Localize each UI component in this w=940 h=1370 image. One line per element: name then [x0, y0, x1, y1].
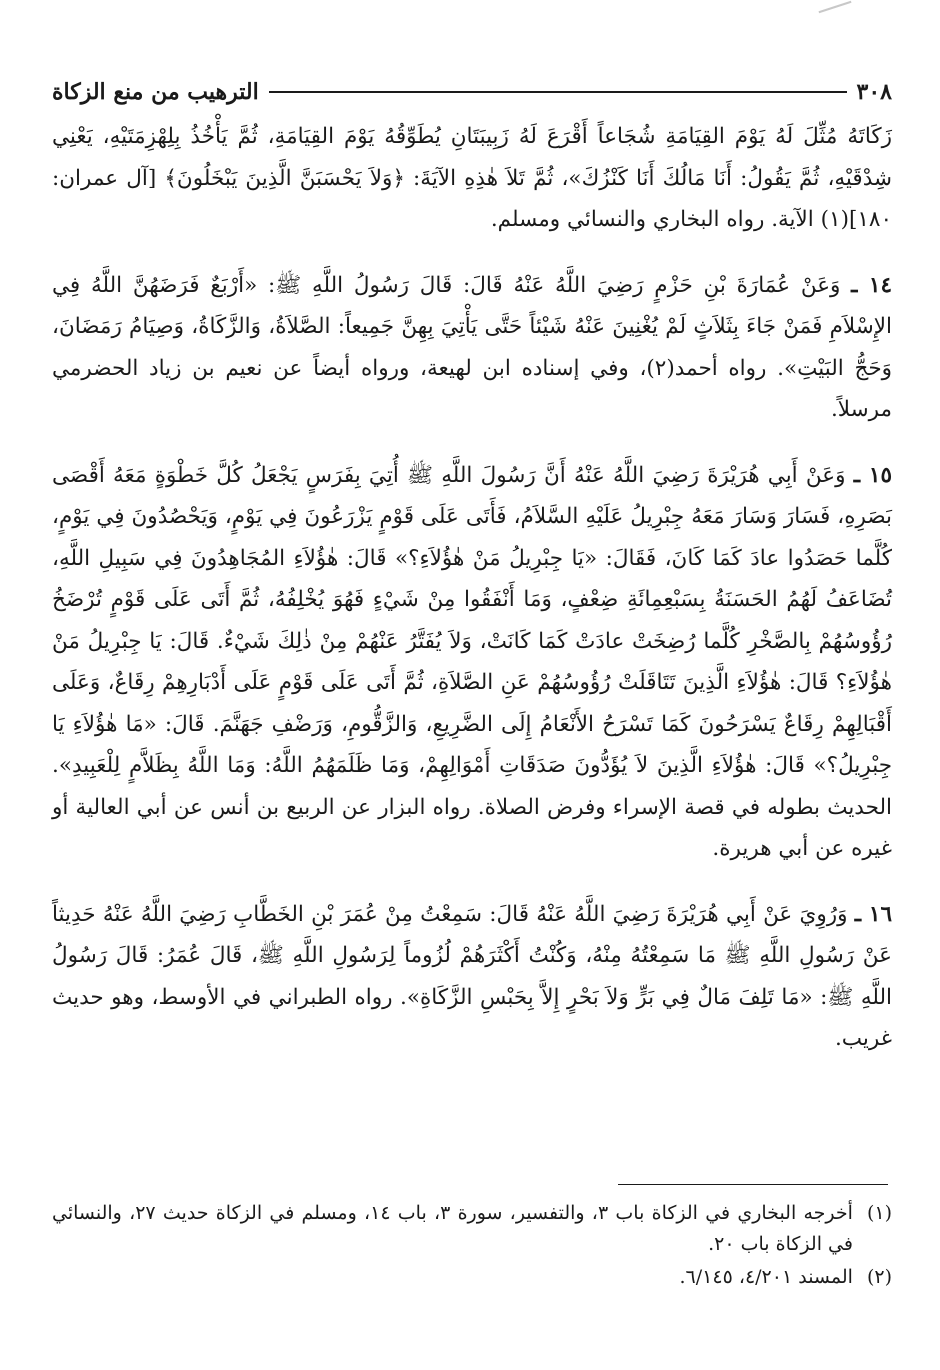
- footnote-1: [52, 1198, 892, 1260]
- hadith-number: ١٥ ـ: [853, 462, 892, 488]
- paragraph-text: وَعَنْ أَبِي هُرَيْرَةَ رَضِيَ اللَّهُ عَنْهُ أَنَّ رَسُولَ اللَّهِ ﷺ أُتِيَ بِفَرَسٍ يَجْعَلُ كُلَّ خَطْوَةٍ مَعَهُ أَقْصَى بَصَرِهِ، فَسَارَ وَسَارَ مَعَهُ جِبْرِيلُ عَلَيْهِ السَّلاَمُ، فَأَتَى عَلَى قَوْمٍ يَزْرَعُونَ فِي يَوْمٍ، وَيَحْصُدُونَ فِي يَوْمٍ، كُلَّما حَصَدُوا عادَ كَمَا كَانَ، فَقَالَ: «يَا جِبْرِيلُ مَنْ هٰؤُلاَءِ؟» قَالَ: هٰؤُلاَءِ المُجَاهِدُونَ فِي سَبِيلِ اللَّهِ، تُضَاعَفُ لَهُمُ الحَسَنَةُ بِسَبْعِمِائَةِ ضِعْفٍ، وَمَا أَنْفَقُوا مِنْ شَيْءٍ فَهُوَ يُخْلِفُهُ، ثُمَّ أَتَى عَلَى قَوْمٍ تُرْضَخُ رُؤُوسُهُمْ بِالصَّخْرِ كُلَّما رُضِخَتْ عادَتْ كَمَا كَانَتْ، وَلاَ يُفَتَّرُ عَنْهُمْ مِنْ ذٰلِكَ شَيْءٌ. قَالَ: يَا جِبْرِيلُ مَنْ هٰؤُلاَءِ؟ قَالَ: هٰؤُلاَءِ الَّذِينَ تَتَاقَلَتْ رُؤُوسُهُمْ عَنِ الصَّلاَةِ، ثُمَّ أَتَى عَلَى قَوْمٍ عَلَى أَدْبَارِهِمْ رِقَاعٌ، وَعَلَى أَقْبَالِهِمْ رِقَاعٌ يَسْرَحُونَ كَمَا تَسْرَحُ الأَنْعَامُ إِلَى الضَّرِيعِ، وَالزَّقُّومِ، وَرَضْفِ جَهَنَّمَ. قَالَ: «مَا هٰؤُلاَءِ يَا جِبْرِيلُ؟» قَالَ: هٰؤُلاَءِ الَّذِينَ لاَ يُؤَدُّونَ صَدَقَاتِ أَمْوَالِهِمْ، وَمَا ظَلَمَهُمُ اللَّهُ: وَمَا اللَّهُ بِظَلاَّمٍ لِلْعَبِيدِ». الحديث بطوله في قصة الإسراء وفرض الصلاة. رواه البزار عن الربيع بن أنس عن أبي العالية أو غيره عن أبي هريرة.: [52, 462, 892, 861]
- hadith-14: [52, 265, 892, 431]
- paragraph-text: وَعَنْ عُمَارَةَ بْنِ حَزْمٍ رَضِيَ اللَّهُ عَنْهُ قَالَ: قَالَ رَسُولُ اللَّهِ ﷺ: «أَرْبَعٌ فَرَضَهُنَّ اللَّهُ فِي الإِسْلاَمِ فَمَنْ جَاءَ بِثَلاَثٍ لَمْ يُغْنِينَ عَنْهُ شَيْئاً حَتَّى يَأْتِيَ بِهِنَّ جَمِيعاً: الصَّلاَةُ، وَالزَّكَاةُ، وَصِيَامُ رَمَضَانَ، وَحَجُّ البَيْتِ». رواه أحمد(٢)، وفي إسناده ابن لهيعة، ورواه أيضاً عن نعيم بن زياد الحضرمي مرسلاً.: [52, 272, 892, 422]
- hadith-number: ١٦ ـ: [854, 901, 892, 927]
- running-header: [52, 72, 892, 112]
- chapter-title: الترهيب من منع الزكاة: [52, 79, 259, 105]
- main-text: [52, 116, 892, 1060]
- footnote-2: [52, 1262, 892, 1293]
- hadith-15: [52, 455, 892, 870]
- scan-mark: [819, 1, 852, 13]
- header-rule: [269, 91, 847, 93]
- paragraph-text: وَرُوِيَ عَنْ أَبِي هُرَيْرَةَ رَضِيَ اللَّهُ عَنْهُ قَالَ: سَمِعْتُ مِنْ عُمَرَ بْنِ الخَطَّابِ رَضِيَ اللَّهُ عَنْهُ حَدِيثاً عَنْ رَسُولِ اللَّهِ ﷺ مَا سَمِعْتُهُ مِنْهُ، وَكُنْتُ أَكْثَرَهُمْ لُزُوماً لِرَسُولِ اللَّهِ ﷺ، قَالَ عُمَرُ: قَالَ رَسُولُ اللَّهِ ﷺ: «مَا تَلِفَ مَالٌ فِي بَرٍّ وَلاَ بَحْرٍ إِلاَّ بِحَبْسِ الزَّكَاةِ». رواه الطبراني في الأوسط، وهو حديث غريب.: [52, 901, 892, 1051]
- paragraph-text: زَكَاتَهُ مُثِّلَ لَهُ يَوْمَ القِيَامَةِ شُجَاعاً أَقْرَعَ لَهُ زَبِيبَتَانِ يُطَوِّقُهُ يَوْمَ القِيَامَةِ، ثُمَّ يَأْخُذُ بِلِهْزِمَتَيْهِ، يَعْنِي شِدْقَيْهِ، ثُمَّ يَقُولُ: أَنَا مَالُكَ أَنَا كَنْزُكَ»، ثُمَّ تَلاَ هٰذِهِ الآيَةَ: ﴿وَلاَ يَحْسَبَنَّ الَّذِينَ يَبْخَلُونَ﴾ [آل عمران: ١٨٠](١) الآية. رواه البخاري والنسائي ومسلم.: [52, 124, 892, 232]
- hadith-number: ١٤ ـ: [851, 272, 892, 298]
- footnote-marker: (٢): [866, 1266, 892, 1288]
- footnote-separator: [618, 1184, 888, 1185]
- footnote-text: المسند ٤/٢٠١، ٦/١٤٥.: [679, 1266, 853, 1288]
- page-number: ٣٠٨: [856, 79, 892, 105]
- footnote-marker: (١): [866, 1202, 892, 1224]
- footnotes: [52, 1198, 892, 1293]
- footnote-text: أخرجه البخاري في الزكاة باب ٣، والتفسير، سورة ٣، باب ١٤، ومسلم في الزكاة حديث ٢٧، والنسائي في الزكاة باب ٢٠.: [52, 1202, 853, 1255]
- paragraph-continuation: [52, 116, 892, 241]
- hadith-16: [52, 894, 892, 1060]
